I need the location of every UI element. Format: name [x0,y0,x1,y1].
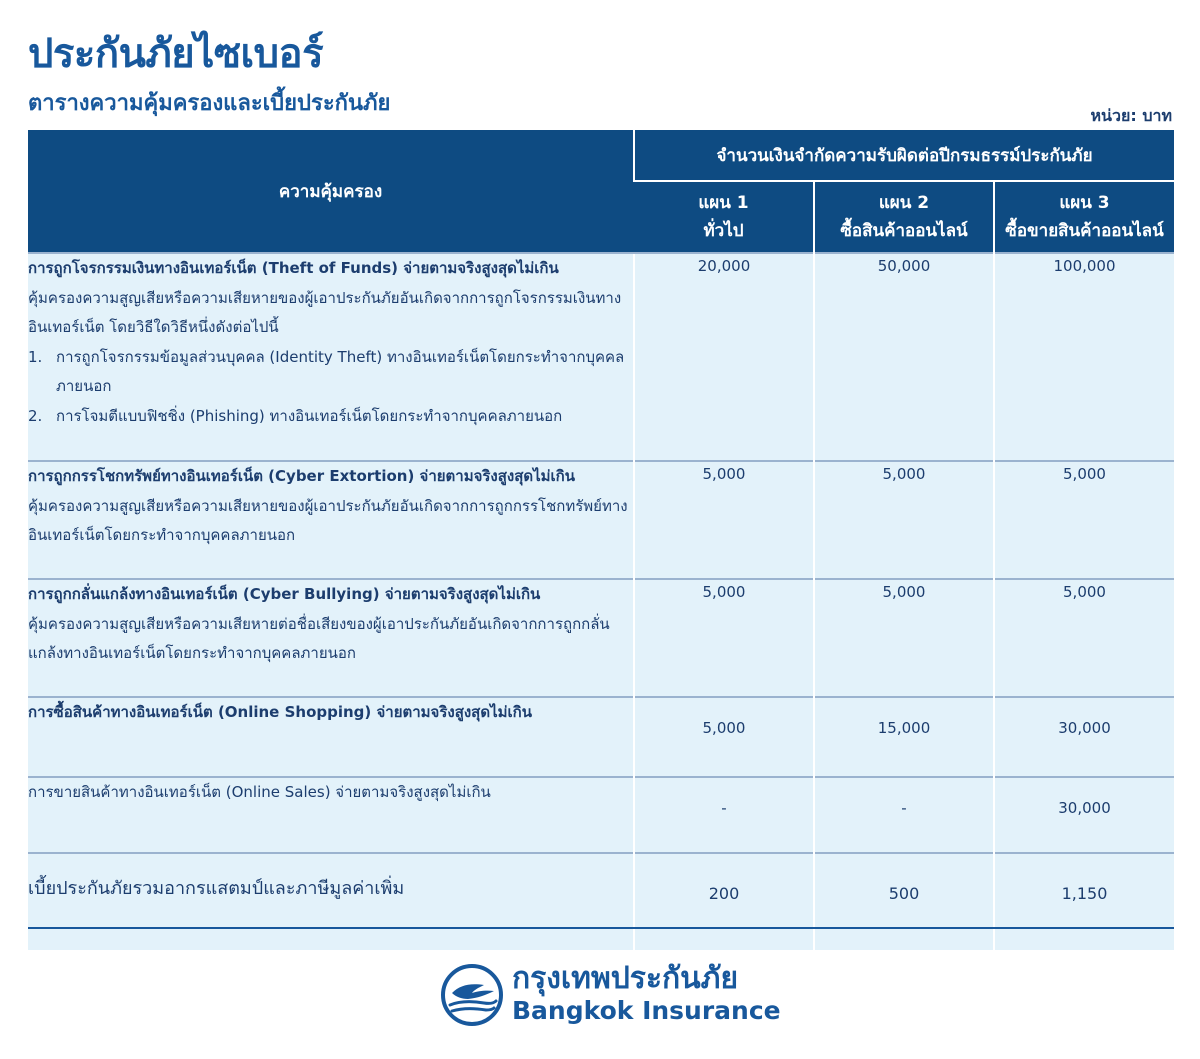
plan-1-header [634,181,814,253]
coverage-title: การถูกโจรกรรมเงินทางอินเทอร์เน็ต (Theft of Funds) จ่ายตามจริงสูงสุดไม่เกิน [28,259,559,277]
table-row [28,253,1174,461]
plan-1-value: - [634,777,814,853]
table-row [28,697,1174,777]
plan-3-value: 30,000 [994,777,1174,853]
plan-name: แผน 1 [698,193,749,213]
plan-desc: ทั่วไป [703,221,744,241]
list-number: 2. [28,406,43,425]
plan-desc: ซื้อสินค้าออนไลน์ [840,221,968,241]
plan-1-value: 20,000 [634,253,814,461]
table-row [28,777,1174,853]
coverage-sub-list [28,343,633,432]
plan-2-header [814,181,994,253]
list-text: การโจมตีแบบฟิชชิ่ง (Phishing) ทางอินเทอร์เน็ตโดยกระทำจากบุคคลภายนอก [56,406,563,425]
table-row [28,579,1174,697]
coverage-title: การถูกกลั่นแกล้งทางอินเทอร์เน็ต (Cyber Bullying) จ่ายตามจริงสูงสุดไม่เกิน [28,585,541,603]
list-text: การถูกโจรกรรมข้อมูลส่วนบุคคล (Identity Theft) ทางอินเทอร์เน็ตโดยกระทำจากบุคคลภายนอก [56,347,625,395]
table-row [28,461,1174,579]
coverage-desc: คุ้มครองความสูญเสียหรือความเสียหายต่อชื่อเสียงของผู้เอาประกันภัยอันเกิดจากการถูกกลั่นแกล้งทางอินเทอร์เน็ตโดยกระทำจากบุคคลภายนอก [28,614,610,662]
plan-2-value: - [814,777,994,853]
plan-1-value: 5,000 [634,697,814,777]
plan-3-value: 5,000 [994,461,1174,579]
page-subtitle: ตารางความคุ้มครองและเบี้ยประกันภัย [28,91,391,116]
plan-3-header [994,181,1174,253]
premium-row [28,853,1174,950]
coverage-desc: คุ้มครองความสูญเสียหรือความเสียหายของผู้เอาประกันภัยอันเกิดจากการถูกกรรโชกทรัพย์ทางอินเทอร์เน็ตโดยกระทำจากบุคคลภายนอก [28,496,628,544]
coverage-cell [28,697,634,777]
plan-1-value: 5,000 [634,461,814,579]
plan-name: แผน 3 [1059,193,1110,213]
plan-3-value: 5,000 [994,579,1174,697]
coverage-table [28,130,1174,950]
brand-name-english: Bangkok Insurance [512,996,781,1025]
plan-3-value: 30,000 [994,697,1174,777]
list-item [28,402,633,432]
plan-desc: ซื้อขายสินค้าออนไลน์ [1005,221,1164,241]
page-title: ประกันภัยไซเบอร์ [28,31,324,77]
list-number: 1. [28,347,43,366]
coverage-label: การขายสินค้าทางอินเทอร์เน็ต (Online Sales) จ่ายตามจริงสูงสุดไม่เกิน [28,783,491,801]
bird-logo-icon [440,963,504,1027]
brand-name-thai: กรุงเทพประกันภัย [512,961,739,996]
coverage-title: การถูกกรรโชกทรัพย์ทางอินเทอร์เน็ต (Cyber Extortion) จ่ายตามจริงสูงสุดไม่เกิน [28,467,576,485]
plan-name: แผน 2 [878,193,930,213]
limit-group-header: จำนวนเงินจำกัดความรับผิดต่อปีกรมธรรม์ประกันภัย [634,130,1174,181]
plan-2-premium: 500 [814,853,994,950]
coverage-cell [28,253,634,461]
plan-2-value: 50,000 [814,253,994,461]
list-item [28,343,633,402]
unit-label: หน่วย: บาท [1090,106,1172,125]
premium-label: เบี้ยประกันภัยรวมอากรแสตมป์และภาษีมูลค่าเพิ่ม [28,853,634,950]
plan-1-premium: 200 [634,853,814,950]
plan-2-value: 15,000 [814,697,994,777]
plan-3-premium: 1,150 [994,853,1174,950]
coverage-title: การซื้อสินค้าทางอินเทอร์เน็ต (Online Shopping) จ่ายตามจริงสูงสุดไม่เกิน [28,703,532,721]
coverage-column-header: ความคุ้มครอง [28,130,634,253]
brand-logo [440,961,781,1033]
coverage-desc: คุ้มครองความสูญเสียหรือความเสียหายของผู้เอาประกันภัยอันเกิดจากการถูกโจรกรรมเงินทางอินเทอร์เน็ต โดยวิธีใดวิธีหนึ่งดังต่อไปนี้ [28,288,622,336]
coverage-cell [28,579,634,697]
footer-divider [28,927,1174,929]
plan-1-value: 5,000 [634,579,814,697]
coverage-cell [28,461,634,579]
plan-3-value: 100,000 [994,253,1174,461]
coverage-cell [28,777,634,853]
plan-2-value: 5,000 [814,579,994,697]
plan-2-value: 5,000 [814,461,994,579]
